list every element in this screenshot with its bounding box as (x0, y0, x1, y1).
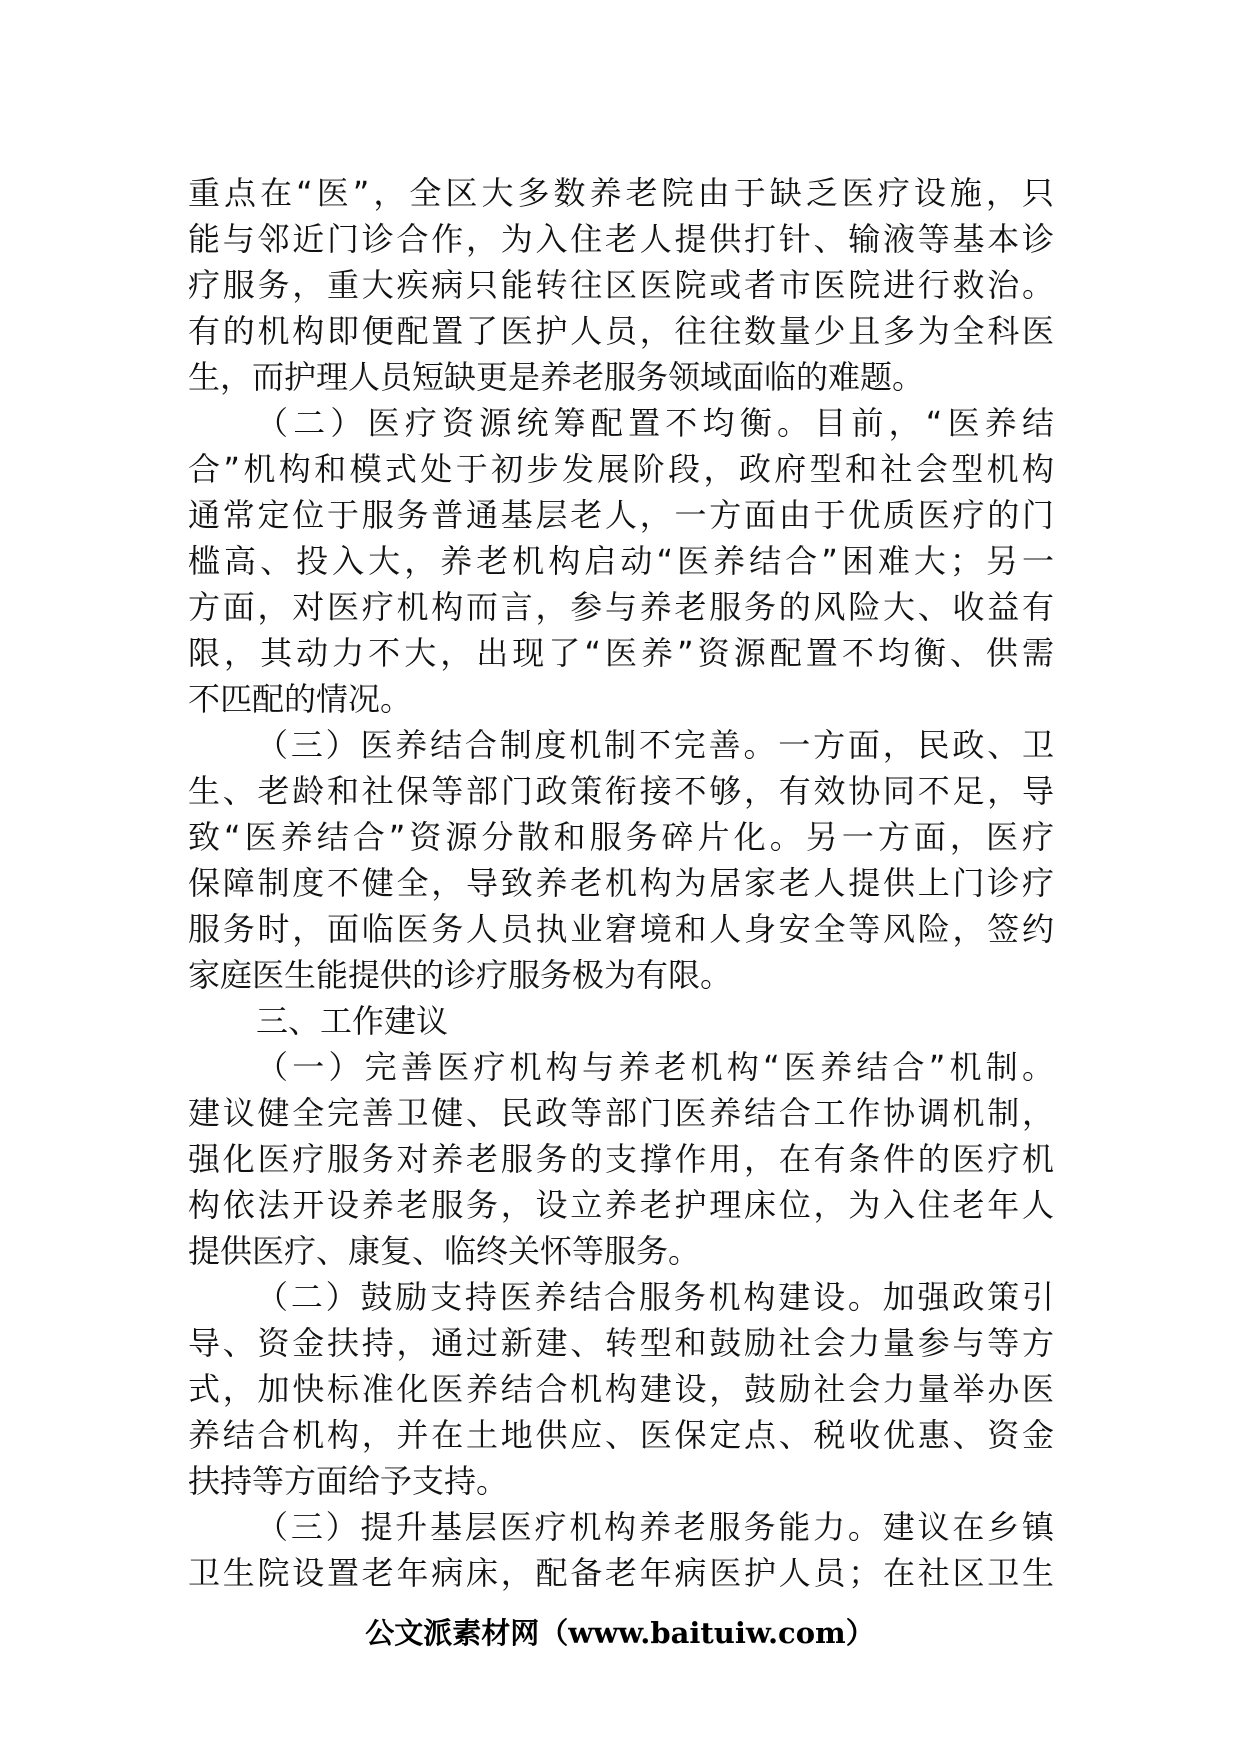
paragraph (188, 400, 1054, 722)
paragraph (188, 1044, 1054, 1274)
paragraph (188, 1274, 1054, 1504)
text-line: （三）提升基层医疗机构养老服务能力。建议在乡镇 (256, 1508, 1054, 1546)
text-line: 服务时，面临医务人员执业窘境和人身安全等风险，签约 (188, 910, 1054, 948)
paragraph (188, 722, 1054, 998)
paragraph (188, 998, 1054, 1044)
text-line: 能与邻近门诊合作，为入住老人提供打针、输液等基本诊 (188, 220, 1054, 258)
text-line: （二）医疗资源统筹配置不均衡。目前，“医养结 (256, 404, 1054, 442)
text-line: 保障制度不健全，导致养老机构为居家老人提供上门诊疗 (188, 864, 1054, 902)
text-line: 方面，对医疗机构而言，参与养老服务的风险大、收益有 (188, 588, 1054, 626)
text-line: 家庭医生能提供的诊疗服务极为有限。 (188, 956, 733, 994)
paragraph-list (188, 170, 1054, 1596)
text-line: 重点在“医”，全区大多数养老院由于缺乏医疗设施，只 (188, 174, 1054, 212)
text-line: 限，其动力不大，出现了“医养”资源配置不均衡、供需 (188, 634, 1054, 672)
text-line: 养结合机构，并在土地供应、医保定点、税收优惠、资金 (188, 1416, 1054, 1454)
text-line: 通常定位于服务普通基层老人，一方面由于优质医疗的门 (188, 496, 1054, 534)
footer-watermark: 公文派素材网（www.baituiw.com） (365, 1616, 875, 1650)
text-line: 建议健全完善卫健、民政等部门医养结合工作协调机制， (188, 1094, 1054, 1132)
text-line: 扶持等方面给予支持。 (188, 1462, 509, 1500)
text-line: 槛高、投入大，养老机构启动“医养结合”困难大；另一 (188, 542, 1054, 580)
text-line: 生，而护理人员短缺更是养老服务领域面临的难题。 (188, 358, 925, 396)
text-line: 有的机构即便配置了医护人员，往往数量少且多为全科医 (188, 312, 1054, 350)
text-line: 不匹配的情况。 (188, 680, 413, 718)
text-line: （二）鼓励支持医养结合服务机构建设。加强政策引 (256, 1278, 1054, 1316)
text-line: 构依法开设养老服务，设立养老护理床位，为入住老年人 (188, 1186, 1054, 1224)
text-line: 合”机构和模式处于初步发展阶段，政府型和社会型机构 (188, 450, 1054, 488)
text-line: 强化医疗服务对养老服务的支撑作用，在有条件的医疗机 (188, 1140, 1054, 1178)
text-line: 提供医疗、康复、临终关怀等服务。 (188, 1232, 701, 1270)
paragraph (188, 170, 1054, 400)
text-line: 三、工作建议 (256, 1002, 449, 1040)
text-line: 生、老龄和社保等部门政策衔接不够，有效协同不足，导 (188, 772, 1054, 810)
document-body (188, 170, 1054, 1596)
text-line: 式，加快标准化医养结合机构建设，鼓励社会力量举办医 (188, 1370, 1054, 1408)
paragraph (188, 1504, 1054, 1596)
text-line: 致“医养结合”资源分散和服务碎片化。另一方面，医疗 (188, 818, 1054, 856)
text-line: 疗服务，重大疾病只能转往区医院或者市医院进行救治。 (188, 266, 1054, 304)
text-line: （三）医养结合制度机制不完善。一方面，民政、卫 (256, 726, 1054, 764)
text-line: 卫生院设置老年病床，配备老年病医护人员；在社区卫生 (188, 1554, 1054, 1592)
text-line: （一）完善医疗机构与养老机构“医养结合”机制。 (256, 1048, 1054, 1086)
text-line: 导、资金扶持，通过新建、转型和鼓励社会力量参与等方 (188, 1324, 1054, 1362)
